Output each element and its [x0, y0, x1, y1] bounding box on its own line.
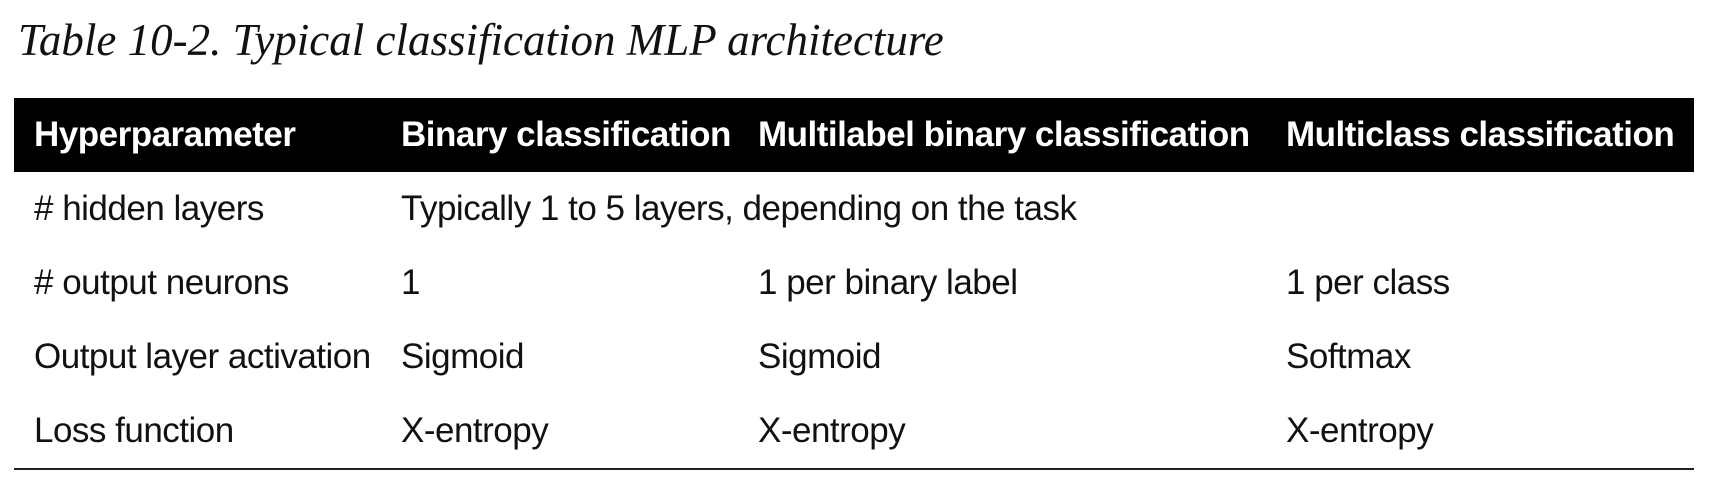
table-caption: Table 10-2. Typical classification MLP architecture	[18, 15, 944, 65]
table-header-row	[14, 98, 1694, 172]
header-binary-classification: Binary classification	[381, 98, 738, 172]
table-row	[14, 394, 1694, 469]
table-row	[14, 320, 1694, 394]
cell-binary: Sigmoid	[401, 337, 524, 376]
cell-hyperparameter: Output layer activation	[34, 337, 371, 376]
cell-binary: 1	[401, 263, 420, 302]
cell-multiclass: 1 per class	[1286, 263, 1450, 302]
cell-multiclass: Softmax	[1286, 337, 1411, 376]
header-multilabel-binary-classification: Multilabel binary classification	[738, 98, 1266, 172]
cell-multilabel: Sigmoid	[758, 337, 881, 376]
cell-hyperparameter: # output neurons	[34, 263, 289, 302]
mlp-architecture-table	[14, 98, 1694, 470]
cell-shared-value: Typically 1 to 5 layers, depending on the task	[401, 189, 1077, 228]
cell-multilabel: 1 per binary label	[758, 263, 1018, 302]
table-row	[14, 172, 1694, 246]
cell-binary: X-entropy	[381, 394, 738, 469]
table-row	[14, 246, 1694, 320]
cell-hyperparameter: # hidden layers	[34, 189, 264, 228]
cell-hyperparameter: Loss function	[14, 394, 381, 469]
header-multiclass-classification: Multiclass classification	[1266, 98, 1694, 172]
header-hyperparameter: Hyperparameter	[14, 98, 381, 172]
cell-multiclass: X-entropy	[1266, 394, 1694, 469]
cell-multilabel: X-entropy	[738, 394, 1266, 469]
